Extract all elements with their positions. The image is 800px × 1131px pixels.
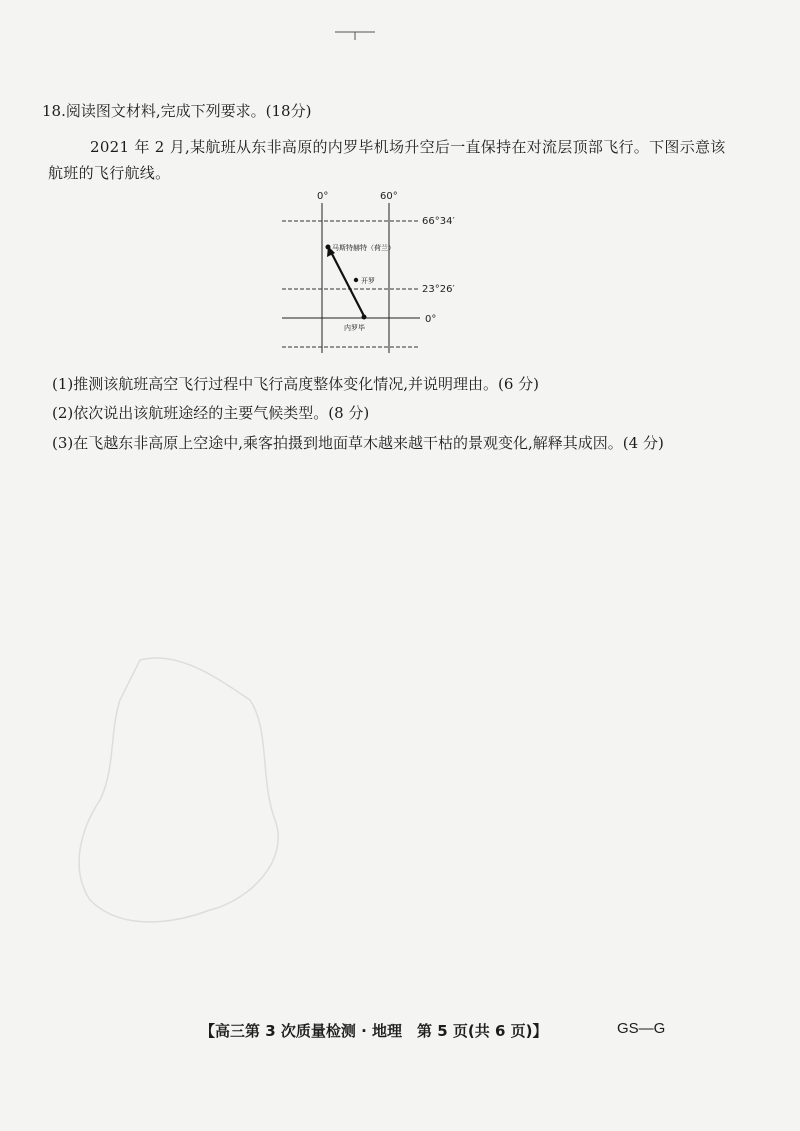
flight-route-map [270, 185, 460, 355]
label-city-cairo: 开罗 [361, 277, 375, 285]
label-lon-60: 60° [380, 191, 398, 202]
label-lat-arctic: 66°34′ [422, 216, 455, 227]
question-material-line1: 2021 年 2 月,某航班从东非高原的内罗毕机场升空后一直保持在对流层顶部飞行。下图示意该 [90, 138, 726, 156]
label-lat-equator: 0° [425, 314, 437, 325]
label-city-nairobi: 内罗毕 [344, 324, 365, 332]
sub-question-2: (2)依次说出该航班途经的主要气候类型。(8 分) [52, 404, 370, 422]
question-material-line2: 航班的飞行航线。 [48, 164, 171, 182]
flight-route-line [331, 252, 364, 316]
city-dot-cairo [354, 278, 358, 282]
paper-code: GS—G [617, 1020, 666, 1037]
city-dot-maastricht [326, 245, 331, 250]
label-lon-0: 0° [317, 191, 329, 202]
label-lat-tropic: 23°26′ [422, 284, 455, 295]
sub-question-3: (3)在飞越东非高原上空途中,乘客拍摄到地面草木越来越干枯的景观变化,解释其成因。(4 分) [52, 434, 664, 452]
label-city-maastricht: 马斯特赫特（荷兰） [332, 244, 395, 252]
city-dot-nairobi [362, 315, 367, 320]
sub-question-1: (1)推测该航班高空飞行过程中飞行高度整体变化情况,并说明理由。(6 分) [52, 375, 540, 393]
page-footer: 【高三第 3 次质量检测 · 地理 第 5 页(共 6 页)】 [200, 1022, 548, 1040]
bleed-through-map [60, 640, 300, 940]
question-title: 18.阅读图文材料,完成下列要求。(18分) [42, 102, 312, 120]
page-top-mark [335, 28, 375, 42]
